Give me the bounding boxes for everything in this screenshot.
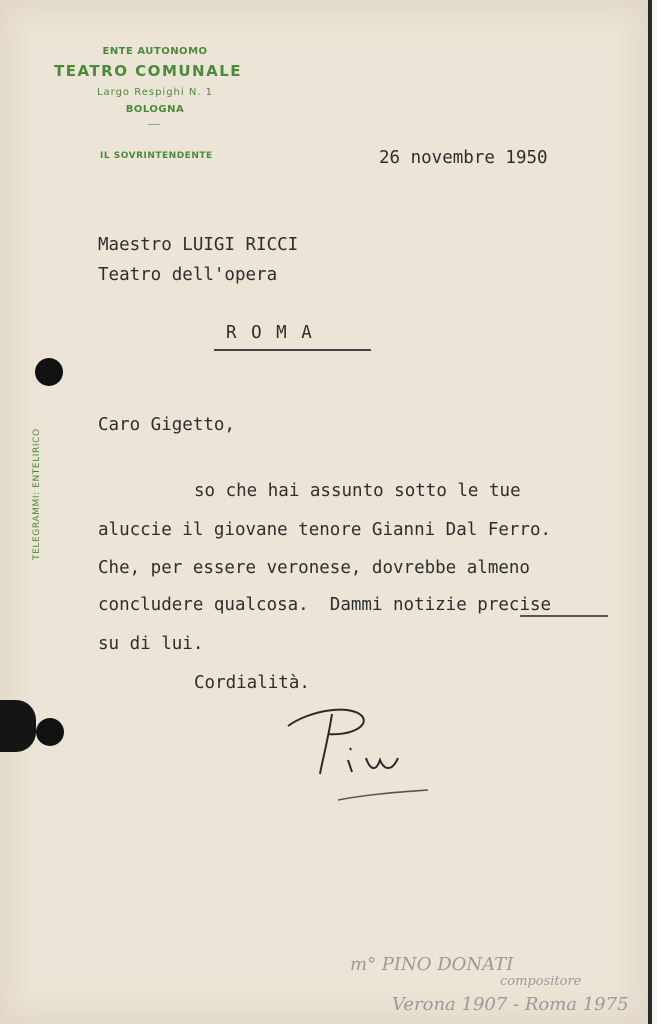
letter-date: 26 novembre 1950 (379, 148, 548, 168)
emphasis-underline (520, 615, 608, 617)
salutation: Caro Gigetto, (98, 415, 235, 435)
letterhead-address: Largo Respighi N. 1 (96, 87, 214, 98)
body-line-4-text: concludere qualcosa. Dammi notizie (98, 595, 478, 615)
recipient-city: R O M A (226, 323, 314, 343)
binding-notch (0, 700, 36, 752)
recipient-name: Maestro LUIGI RICCI (98, 235, 299, 255)
punch-hole (36, 718, 64, 746)
emphasis-word: precise (477, 595, 552, 615)
signature (280, 700, 440, 810)
body-line-3: Che, per essere veronese, dovrebbe almeno (98, 558, 530, 578)
letterhead-office: IL SOVRINTENDENTE (100, 151, 213, 161)
body-line-5: su di lui. (98, 634, 204, 654)
annotation-role: compositore (500, 974, 582, 989)
letterhead-city: BOLOGNA (125, 104, 185, 115)
closing: Cordialità. (194, 673, 310, 693)
letterhead-teatro: TEATRO COMUNALE (54, 62, 243, 80)
annotation-dates: Verona 1907 - Roma 1975 (392, 994, 629, 1015)
city-underline (214, 349, 371, 351)
letterhead-ente: ENTE AUTONOMO (102, 46, 208, 57)
vertical-telegram: TELEGRAMMI: ENTELIRICO (32, 428, 42, 560)
annotation-name: m° PINO DONATI (350, 954, 514, 975)
page-margin (652, 0, 657, 1024)
punch-hole (35, 358, 63, 386)
recipient-org: Teatro dell'opera (98, 265, 278, 285)
body-line-4 (98, 595, 551, 615)
letterhead-divider (148, 124, 160, 125)
body-line-1: so che hai assunto sotto le tue (194, 481, 521, 501)
body-line-2: aluccie il giovane tenore Gianni Dal Ferro. (98, 520, 552, 540)
